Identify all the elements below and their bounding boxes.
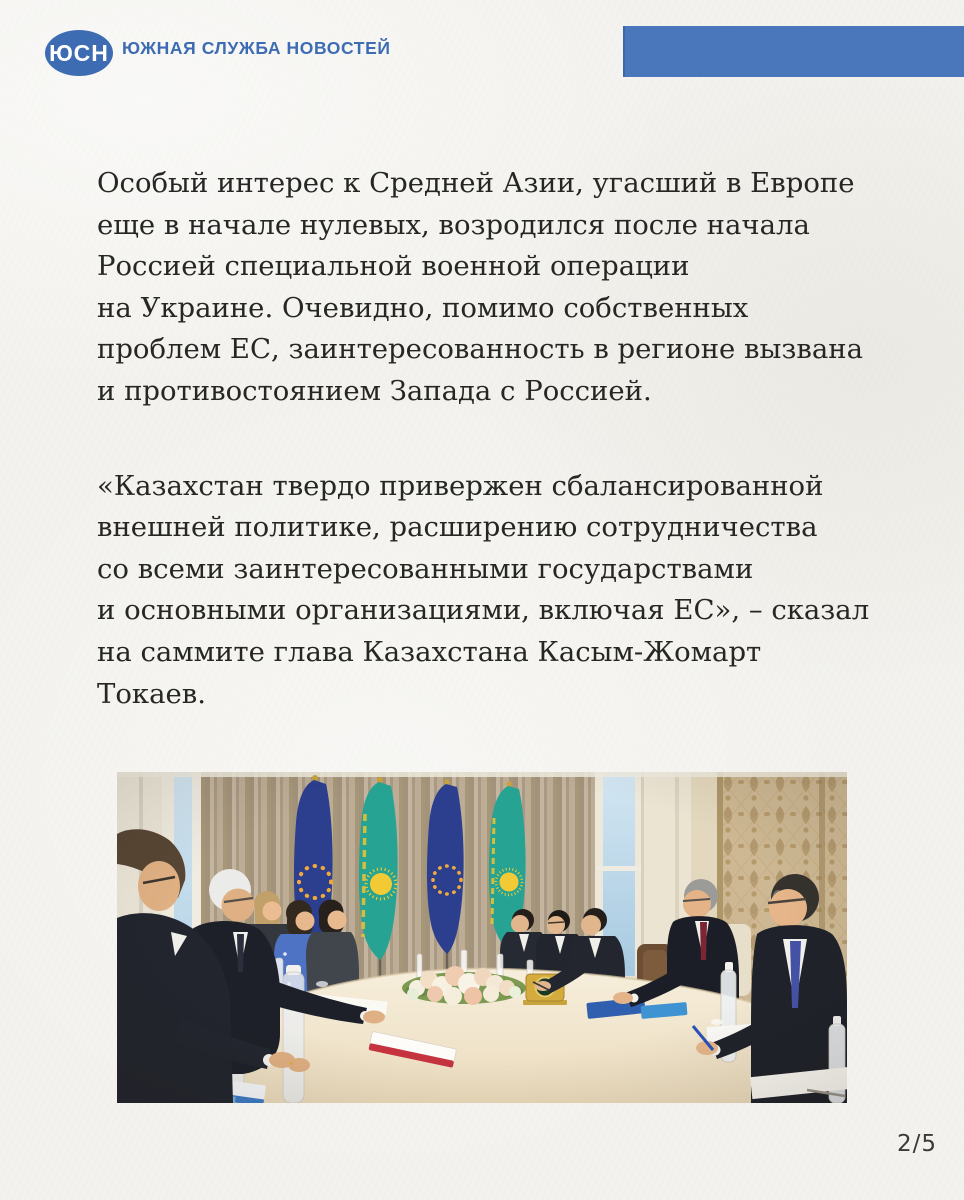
- article-line: еще в начале нулевых, возродился после начала: [97, 208, 810, 241]
- article-line: на Украине. Очевидно, помимо собственных: [97, 291, 749, 324]
- article-line: и противостоянием Запада с Россией.: [97, 374, 652, 407]
- meeting-photo: [117, 772, 847, 1103]
- paragraph-1: [97, 163, 887, 413]
- meeting-photo-illustration: [117, 772, 847, 1103]
- article-line: Особый интерес к Средней Азии, угасший в Европе: [97, 167, 855, 199]
- photo-vignette: [117, 772, 847, 1103]
- logo-text: ЮСН: [49, 39, 109, 66]
- accent-bar: [623, 26, 964, 77]
- article-line: «Казахстан твердо привержен сбалансированной: [97, 469, 824, 502]
- article-text: [97, 163, 887, 715]
- article-line: со всеми заинтересованными государствами: [97, 552, 754, 585]
- article-line: проблем ЕС, заинтересованность в регионе вызвана: [97, 333, 864, 366]
- article-line: на саммите глава Казахстана Касым-Жомарт: [97, 635, 762, 668]
- article-line: Россией специальной военной операции: [97, 250, 690, 283]
- paragraph-2: [97, 466, 887, 716]
- page-indicator: 2/5: [896, 1131, 937, 1157]
- article-line: и основными организациями, включая ЕС», – сказал: [97, 594, 870, 627]
- article-line: Токаев.: [97, 677, 206, 710]
- article-line: внешней политике, расширению сотрудничества: [97, 511, 818, 544]
- logo-badge: [45, 30, 113, 76]
- brand-name: ЮЖНАЯ СЛУЖБА НОВОСТЕЙ: [122, 38, 391, 58]
